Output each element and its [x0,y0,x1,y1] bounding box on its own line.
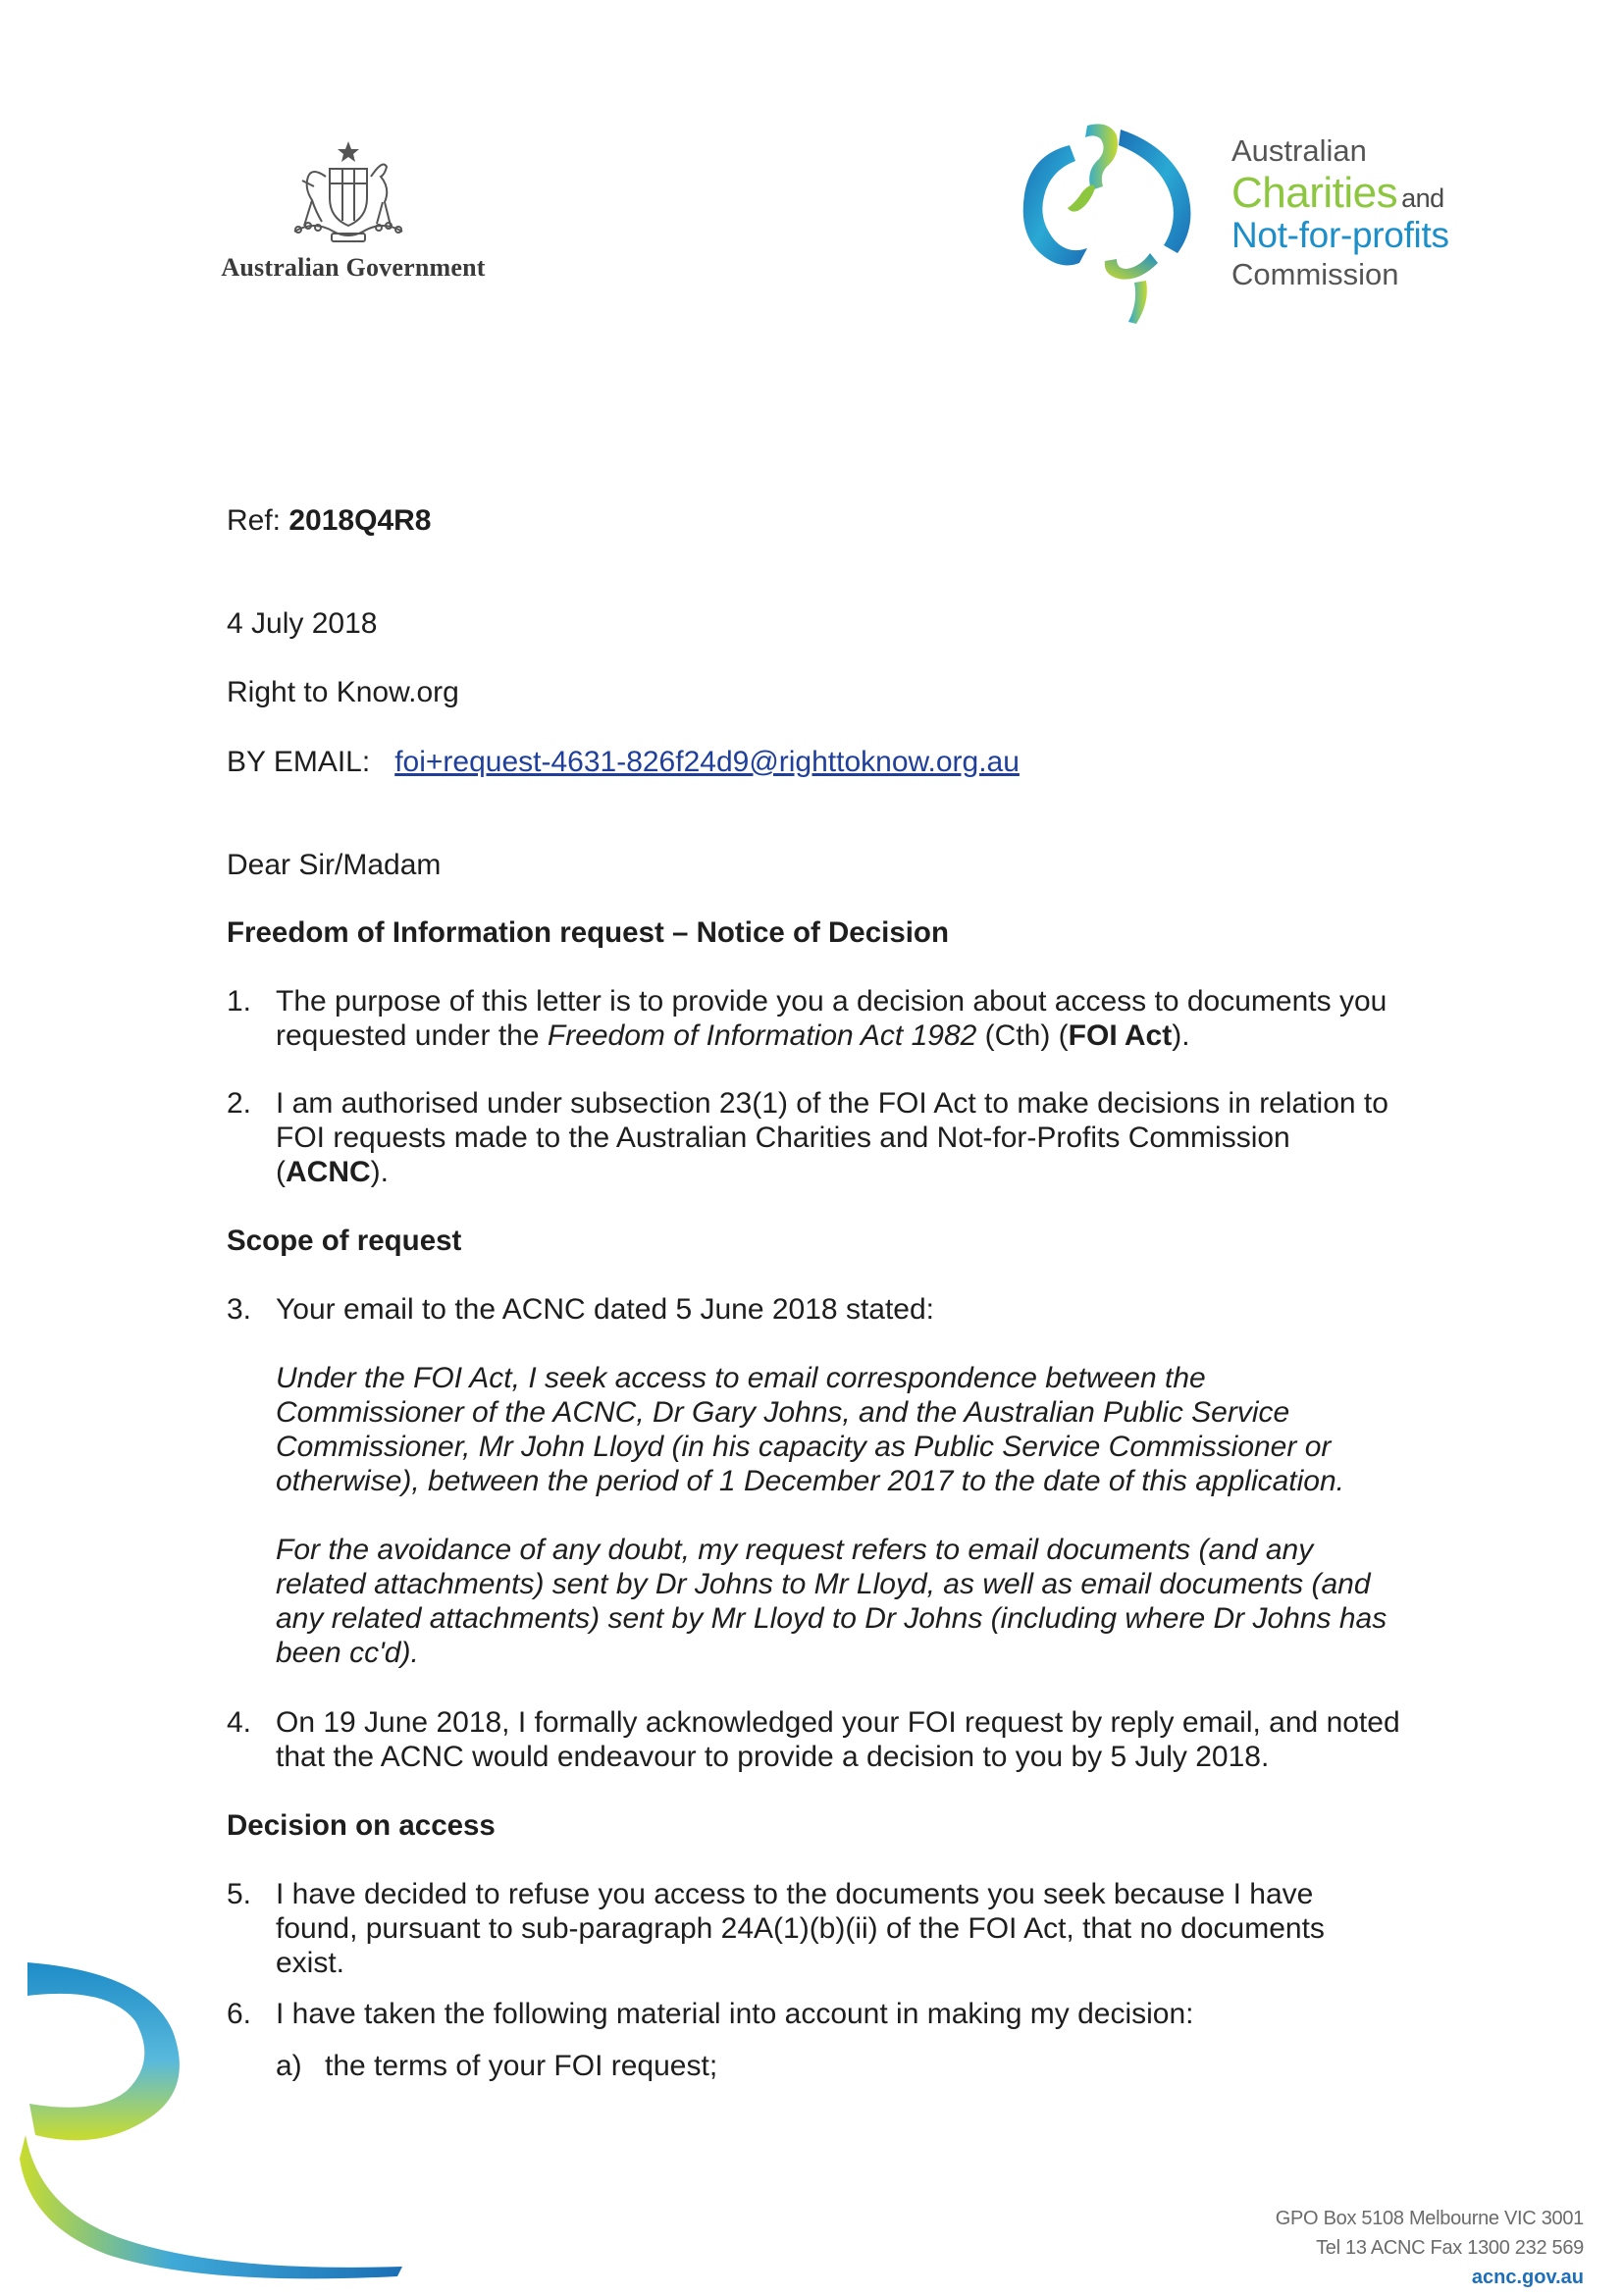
quote-line: been cc'd). [276,1637,419,1669]
reference-line [227,503,431,538]
quote-line: For the avoidance of any doubt, my request refers to email documents (and any [276,1534,1314,1566]
quote-line: any related attachments) sent by Mr Lloyd to Dr Johns (including where Dr Johns has [276,1602,1387,1635]
quoted-request-1 [276,1361,1434,1498]
quote-line: Under the FOI Act, I seek access to email correspondence between the [276,1362,1206,1394]
recipient-name: Right to Know.org [227,676,459,708]
p2-text-b: ). [370,1156,389,1188]
paragraph-1-line-2 [276,1018,1434,1053]
section-heading-decision: Decision on access [227,1809,496,1842]
paragraph-3: Your email to the ACNC dated 5 June 2018 stated: [276,1293,935,1326]
australian-government-logo [206,137,500,294]
wordmark-not-for-profits: Not-for-profits [1231,215,1449,255]
paragraph-number: 4. [227,1706,252,1739]
footer-website: acnc.gov.au [1471,2267,1584,2288]
coat-of-arms-icon [275,137,422,245]
letter-footer [1276,2204,1584,2292]
paragraph-2-line-1: I am authorised under subsection 23(1) of the FOI Act to make decisions in relation to [276,1087,1388,1120]
footer-phone: Tel 13 ACNC Fax 1300 232 569 [1316,2237,1584,2259]
wordmark-australian: Australian [1231,133,1367,168]
paragraph-number: 5. [227,1878,252,1910]
paragraph-number: 3. [227,1293,252,1326]
paragraph-1 [276,984,1434,1053]
quote-line: related attachments) sent by Dr Johns to Mr Lloyd, as well as email documents (and [276,1568,1371,1600]
wordmark-charities [1231,169,1449,217]
wordmark-commission: Commission [1231,257,1399,291]
reference-number: 2018Q4R8 [288,504,432,537]
wordmark-and: and [1401,183,1444,213]
foi-act-title: Freedom of Information Act 1982 [547,1019,977,1052]
by-email-label: BY EMAIL: [227,746,371,778]
reference-label: Ref: [227,504,282,537]
quote-line: Commissioner of the ACNC, Dr Gary Johns, and the Australian Public Service [276,1396,1290,1429]
paragraph-number: 1. [227,985,252,1018]
acnc-logo [1011,116,1472,332]
section-heading-scope: Scope of request [227,1225,462,1257]
salutation: Dear Sir/Madam [227,849,442,881]
paragraph-5-line-1: I have decided to refuse you access to the documents you seek because I have [276,1878,1314,1910]
wordmark-charities-text: Charities [1231,169,1398,217]
quoted-request-2 [276,1533,1434,1670]
p1-text-b: (Cth) ( [976,1019,1069,1052]
paragraph-4 [276,1705,1434,1774]
paragraph-2 [276,1086,1434,1189]
quote-line: otherwise), between the period of 1 December 2017 to the date of this application. [276,1465,1345,1497]
paragraph-number: 6. [227,1998,252,2030]
foi-act-abbrev: FOI Act [1068,1019,1173,1052]
acnc-abbrev: ACNC [286,1156,371,1188]
government-name: Australian Government [221,253,486,282]
paragraph-4-line-1: On 19 June 2018, I formally acknowledged your FOI request by reply email, and noted [276,1706,1400,1739]
paragraph-4-line-2: that the ACNC would endeavour to provide a decision to you by 5 July 2018. [276,1741,1270,1773]
p1-text-a: requested under the [276,1019,548,1052]
sub-item-a: the terms of your FOI request; [325,2050,718,2082]
acnc-wordmark [1231,135,1449,289]
p1-text-c: ). [1172,1019,1190,1052]
paragraph-5 [276,1877,1434,1980]
footer-address: GPO Box 5108 Melbourne VIC 3001 [1275,2208,1584,2229]
paragraph-6: I have taken the following material into account in making my decision: [276,1998,1194,2030]
sub-item-letter: a) [276,2050,302,2082]
paragraph-1-line-1: The purpose of this letter is to provide you a decision about access to documents you [276,985,1387,1018]
paragraph-5-line-2: found, pursuant to sub-paragraph 24A(1)(b)(ii) of the FOI Act, that no documents [276,1912,1325,1945]
paragraph-number: 2. [227,1087,252,1120]
recipient-email-link[interactable]: foi+request-4631-826f24d9@righttoknow.org.au [394,746,1020,778]
acnc-map-ribbon-icon [1011,116,1207,327]
quote-line: Commissioner, Mr John Lloyd (in his capacity as Public Service Commissioner or [276,1431,1332,1463]
by-email-line [227,745,1020,779]
p2-text-a: ( [276,1156,286,1188]
paragraph-5-line-3: exist. [276,1947,345,1979]
ribbon-decoration-icon [0,1943,422,2296]
letter-title: Freedom of Information request – Notice of Decision [227,916,949,949]
paragraph-2-line-2: FOI requests made to the Australian Charities and Not-for-Profits Commission [276,1122,1290,1154]
paragraph-2-line-3 [276,1155,1434,1189]
letter-date: 4 July 2018 [227,607,378,640]
